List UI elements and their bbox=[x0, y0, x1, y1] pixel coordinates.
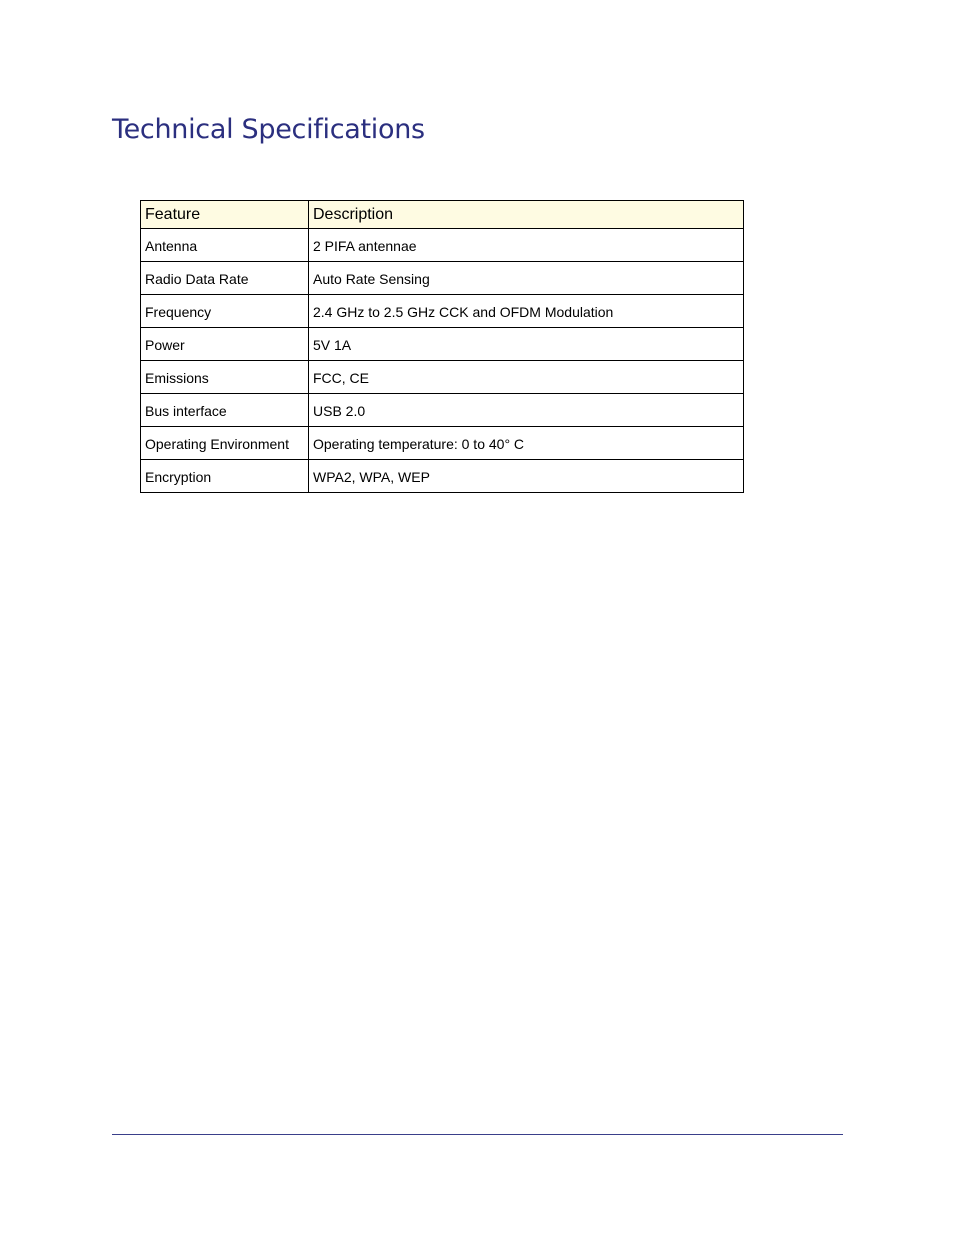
column-header-description: Description bbox=[309, 201, 744, 229]
feature-cell: Frequency bbox=[141, 295, 309, 328]
description-cell: 5V 1A bbox=[309, 328, 744, 361]
page-title: Technical Specifications bbox=[112, 114, 425, 145]
feature-cell: Power bbox=[141, 328, 309, 361]
feature-cell: Emissions bbox=[141, 361, 309, 394]
table-row bbox=[141, 394, 744, 427]
table-row bbox=[141, 427, 744, 460]
table-row bbox=[141, 229, 744, 262]
feature-cell: Radio Data Rate bbox=[141, 262, 309, 295]
description-cell: Auto Rate Sensing bbox=[309, 262, 744, 295]
description-cell: WPA2, WPA, WEP bbox=[309, 460, 744, 493]
feature-cell: Antenna bbox=[141, 229, 309, 262]
description-cell: 2 PIFA antennae bbox=[309, 229, 744, 262]
table-row bbox=[141, 361, 744, 394]
table-header-row bbox=[141, 201, 744, 229]
description-cell: 2.4 GHz to 2.5 GHz CCK and OFDM Modulation bbox=[309, 295, 744, 328]
feature-cell: Operating Environment bbox=[141, 427, 309, 460]
footer-divider bbox=[112, 1134, 843, 1135]
feature-cell: Bus interface bbox=[141, 394, 309, 427]
table-row bbox=[141, 262, 744, 295]
description-cell: USB 2.0 bbox=[309, 394, 744, 427]
table-row bbox=[141, 295, 744, 328]
column-header-feature: Feature bbox=[141, 201, 309, 229]
technical-specifications-table bbox=[140, 200, 744, 493]
table-row bbox=[141, 328, 744, 361]
feature-cell: Encryption bbox=[141, 460, 309, 493]
description-cell: FCC, CE bbox=[309, 361, 744, 394]
description-cell: Operating temperature: 0 to 40° C bbox=[309, 427, 744, 460]
table-row bbox=[141, 460, 744, 493]
